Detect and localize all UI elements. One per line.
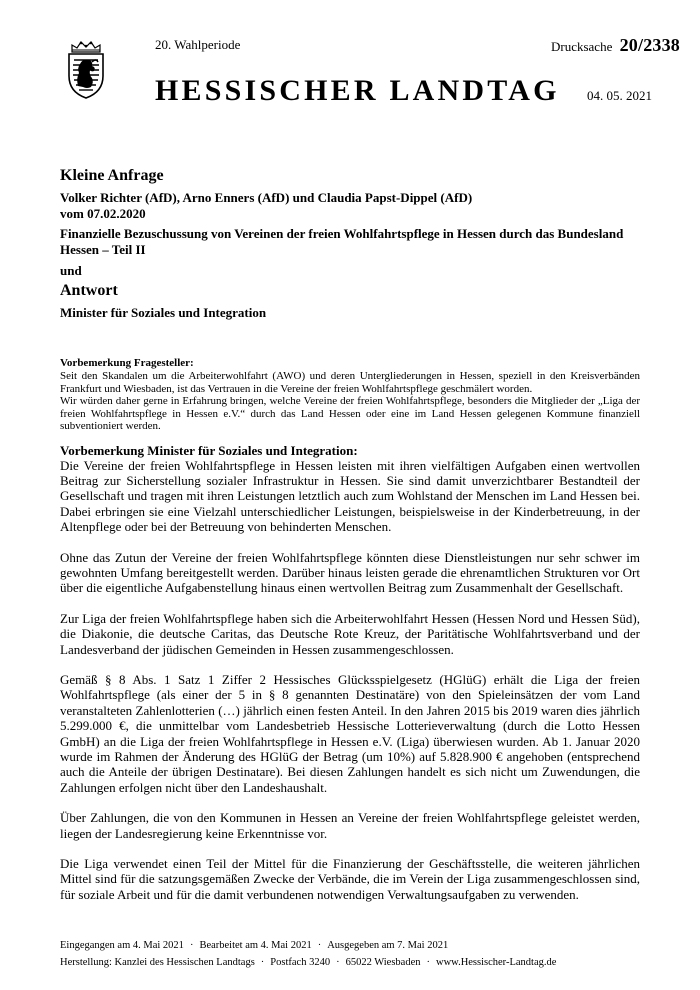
document-topic: Finanzielle Bezuschussung von Vereinen der freien Wohlfahrtspflege in Hessen durch das Bundesland Hessen – Teil II: [60, 226, 624, 257]
separator: ·: [426, 957, 430, 968]
separator: ·: [336, 957, 340, 968]
paragraph: Zur Liga der freien Wohlfahrtspflege haben sich die Arbeiterwohlfahrt Hessen (Hessen Nord und Hessen Süd), die Diakonie, die deutsche Caritas, das Deutsche Rote Kreuz, der Paritätische Wohlfahrtsverband und der Landesverband der jüdischen Gemeinden in Hessen zusammengeschlossen.: [60, 610, 640, 657]
paragraph: Die Liga verwendet einen Teil der Mittel für die Finanzierung der Geschäftsstelle, die weiteren jährlichen Mittel sind für die satzungsgemäßen Zwecke der Verbände, die im Verein der Liga zusammengeschlossen sind, für soziale Arbeit und für die damit verbundenen notwendigen Verwaltungsaufgaben zu verwenden.: [60, 856, 640, 902]
preliminary-questioner-heading: Vorbemerkung Fragesteller:: [60, 357, 194, 369]
printed-matter-number: 20/2338: [619, 35, 680, 55]
legislative-period: 20. Wahlperiode: [155, 37, 241, 52]
hesse-coat-of-arms-icon: [63, 40, 109, 100]
document-kind: Kleine Anfrage: [60, 167, 164, 184]
preliminary-remark-minister: [60, 443, 640, 903]
received-date: Eingegangen am 4. Mai 2021: [60, 940, 184, 951]
document-date: 04. 05. 2021: [587, 88, 652, 103]
connector-text: und: [60, 263, 82, 278]
separator: ·: [260, 957, 265, 968]
preliminary-minister-heading: Vorbemerkung Minister für Soziales und Integration:: [60, 442, 358, 458]
paragraph: Die Vereine der freien Wohlfahrtspflege in Hessen leisten mit ihren vielfältigen Aufgaben einen wertvollen Beitrag zur Sicherstellung sozialer Infrastruktur in Hessen. Sie sind damit unverzichtbarer Bestandteil der Gesellschaft und tragen mit ihren Leistungen letztlich auch zum Wohlstand der Menschen im Land Hessen bei. Dabei erbringen sie eine Vielzahl unterschiedlicher Leistungen, beispielsweise in der Kinderbetreuung, in der Altenpflege oder bei der Betreuung von behinderten Menschen.: [60, 457, 640, 535]
separator: ·: [189, 940, 194, 951]
document-footer: [60, 937, 660, 971]
paragraph: Wir würden daher gerne in Erfahrung bringen, welche Vereine der freien Wohlfahrtspflege, besonders die Mitglieder der „Liga der freien Wohlfahrtspflege in Hessen e.V.“ durch das Land Hessen oder eine im Land Hessen gelegenen Kommune finanziell subventioniert werden.: [60, 395, 640, 432]
footer-imprint-line: [60, 954, 660, 971]
city: 65022 Wiesbaden: [345, 957, 421, 968]
paragraph: Ohne das Zutun der Vereine der freien Wohlfahrtspflege könnten diese Dienstleistungen nur sehr schwer im gewohnten Umfang bereitgestellt werden. Darüber hinaus leisten gerade die ehrenamtlichen Strukturen vor Ort über die eigentliche Aufgabenstellung hinaus einen wertvollen Beitrag zum Zusammenhalt der Gesellschaft.: [60, 549, 640, 596]
preliminary-remark-questioner: [60, 357, 640, 433]
processed-date: Bearbeitet am 4. Mai 2021: [199, 940, 312, 951]
answering-ministry: Minister für Soziales und Integration: [60, 305, 267, 320]
printed-matter-label: Drucksache: [550, 39, 613, 54]
paragraph: Über Zahlungen, die von den Kommunen in Hessen an Vereine der freien Wohlfahrtspflege geleistet werden, liegen der Landesregierung keine Erkenntnisse vor.: [60, 810, 640, 841]
paragraph: Seit den Skandalen um die Arbeiterwohlfahrt (AWO) und deren Untergliederungen in Hessen, speziell in den Kreisverbänden Frankfurt und Wiesbaden, ist das Vertrauen in die Vereine der freien Wohlfahrtspflege geschmälert worden.: [60, 370, 640, 395]
postbox: Postfach 3240: [270, 957, 331, 968]
footer-dates-line: [60, 937, 660, 954]
paragraph: Gemäß § 8 Abs. 1 Satz 1 Ziffer 2 Hessisches Glücksspielgesetz (HGlüG) erhält die Liga der freien Wohlfahrtspflege (als einer der 5 in § 8 genannten Destinatäre) von den Spieleinsätzen der vom Land veranstalteten Zahlenlotterien (…) jährlich einen festen Anteil. In den Jahren 2015 bis 2019 waren dies jährlich 5.299.000 €, die unmittelbar vom Landesbetrieb Hessische Lotterieverwaltung (durch die Lotto Hessen GmbH) an die Liga der freien Wohlfahrtspflege in Hessen e.V. (Liga) überwiesen wurden. Ab 1. Januar 2020 wurde im Rahmen der Änderung des HGlüG der Betrag (um 10%) auf 5.828.900 € angehoben (entsprechend auch die Anteile der übrigen Destinatare). Bei diesen Zahlungen handelt es sich nicht um Zuwendungen, die Zahlungen erfolgen nicht über den Landeshaushalt.: [60, 671, 640, 795]
document-authors: Volker Richter (AfD), Arno Enners (AfD) und Claudia Papst-Dippel (AfD): [60, 190, 473, 205]
parliament-title: HESSISCHER LANDTAG: [155, 74, 560, 107]
website-link[interactable]: www.Hessischer-Landtag.de: [436, 957, 557, 968]
printed-matter-reference: [551, 35, 680, 56]
document-body: [60, 167, 640, 917]
answer-label: Antwort: [60, 282, 118, 299]
production-note: Herstellung: Kanzlei des Hessischen Landtags: [60, 957, 255, 968]
issued-date: Ausgegeben am 7. Mai 2021: [327, 940, 449, 951]
separator: ·: [317, 940, 322, 951]
question-date: vom 07.02.2020: [60, 205, 146, 221]
